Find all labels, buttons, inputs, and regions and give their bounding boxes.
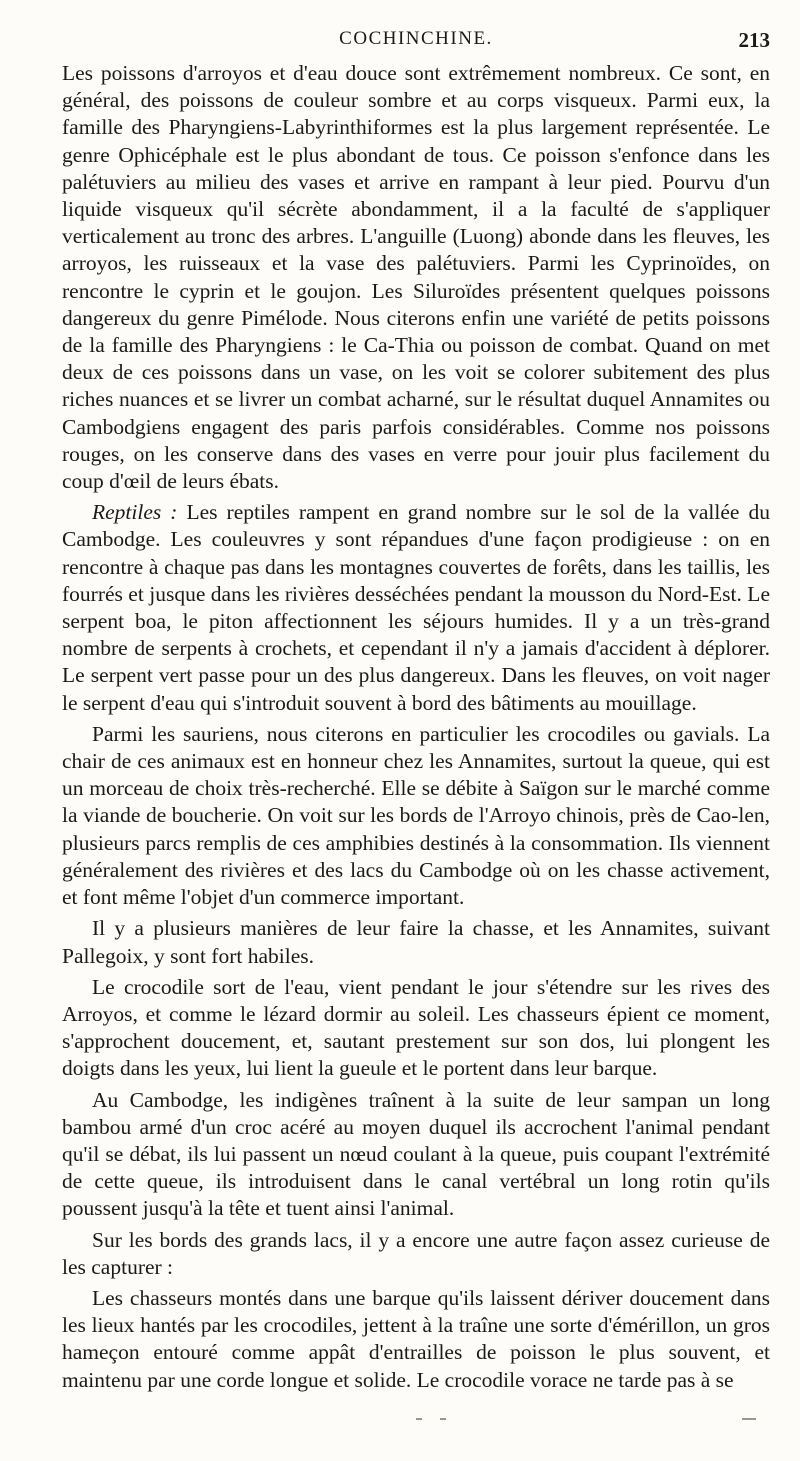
print-mark [742,1418,756,1420]
paragraph-fish [62,60,770,495]
paragraph-text: Parmi les sauriens, nous citerons en particulier les crocodiles ou gavials. La chair de ces animaux est en honneur chez les Annamites, surtout la queue, qui est un morceau de choix très-recherché. Elle se débite à Saïgon sur le marché comme la viande de boucherie. On voit sur les bords de l'Arroyo chinois, près de Cao-len, plusieurs parcs remplis de ces amphibies destinés à la consommation. Ils viennent généralement des rivières et des lacs du Cambodge où on les chasse activement, et font même l'objet d'un commerce important. [62,721,770,910]
body-text [62,60,770,1398]
section-lead: Reptiles : [92,500,178,525]
paragraph-text: Le crocodile sort de l'eau, vient pendant le jour s'étendre sur les rives des Arroyos, et comme le lézard dormir au soleil. Les chasseurs épient ce moment, s'approchent doucement, et, sautant prestement sur son dos, lui plongent les doigts dans les yeux, lui lient la gueule et le portent dans leur barque. [62,974,770,1081]
paragraph-hunters-boat [62,1285,770,1394]
print-mark [416,1418,422,1420]
print-mark [440,1418,446,1420]
paragraph-great-lakes [62,1227,770,1281]
page-header [62,28,770,58]
paragraph-crocodile-sun [62,974,770,1083]
paragraph-text: Au Cambodge, les indigènes traînent à la suite de leur sampan un long bambou armé d'un croc acéré au moyen duquel ils accrochent l'animal pendant qu'il se débat, ils lui passent un nœud coulant à la queue, puis coupant l'extrémité de cette queue, ils introduisent dans le canal vertébral un long rotin qu'ils poussent jusqu'à la tête et tuent ainsi l'animal. [62,1087,770,1221]
paragraph-saurians [62,721,770,911]
running-title: COCHINCHINE. [339,28,493,49]
paragraph-text: Les poissons d'arroyos et d'eau douce sont extrêmement nombreux. Ce sont, en général, des poissons de couleur sombre et au corps visqueux. Parmi eux, la famille des Pharyngiens-Labyrinthiformes est la plus largement représentée. Le genre Ophicéphale est le plus abondant de tous. Ce poisson s'enfonce dans les palétuviers au milieu des vases et arrive en rampant à leur pied. Pourvu d'un liquide visqueux qu'il sécrète abondamment, il a la faculté de s'appliquer verticalement au tronc des arbres. L'anguille (Luong) abonde dans les fleuves, les arroyos, les ruisseaux et la vase des palétuviers. Parmi les Cyprinoïdes, on rencontre le cyprin et le goujon. Les Siluroïdes présentent quelques poissons dangereux du genre Pimélode. Nous citerons enfin une variété de petits poissons de la famille des Pharyngiens : le Ca-Thia ou poisson de combat. Quand on met deux de ces poissons dans un vase, on les voit se colorer subitement des plus riches nuances et se livrer un combat acharné, sur le résultat duquel Annamites ou Cambodgiens engagent des paris parfois considérables. Comme nos poissons rouges, on les conserve dans des vases en verre pour jouir plus facilement du coup d'œil de leurs ébats. [62,61,770,494]
paragraph-cambodia-hunt [62,1087,770,1223]
paragraph-text: Les chasseurs montés dans une barque qu'ils laissent dériver doucement dans les lieux hantés par les crocodiles, jettent à la traîne une sorte d'émérillon, un gros hameçon entouré comme appât d'entrailles de poisson le plus souvent, et maintenu par une corde longue et solide. Le crocodile vorace ne tarde pas à se [62,1285,770,1392]
paragraph-text: Sur les bords des grands lacs, il y a encore une autre façon assez curieuse de les capturer : [62,1227,770,1279]
paragraph-reptiles [62,499,770,717]
paragraph-text: Les reptiles rampent en grand nombre sur le sol de la vallée du Cambodge. Les couleuvres y sont répandues d'une façon prodigieuse : on en rencontre à chaque pas dans les montagnes couvertes de forêts, dans les taillis, les fourrés et jusque dans les rivières desséchées pendant la mousson du Nord-Est. Le serpent boa, le piton affectionnent les séjours humides. Il y a un très-grand nombre de serpents à crochets, et cependant il n'y a jamais d'accident à déplorer. Le serpent vert passe pour un des plus dangereux. Dans les fleuves, on voit nager le serpent d'eau qui s'introduit souvent à bord des bâtiments au mouillage. [62,500,770,715]
paragraph-text: Il y a plusieurs manières de leur faire la chasse, et les Annamites, suivant Pallegoix, y sont fort habiles. [62,916,770,968]
paragraph-hunting-methods [62,915,770,969]
page-number: 213 [738,28,770,52]
print-marks [0,1418,800,1428]
